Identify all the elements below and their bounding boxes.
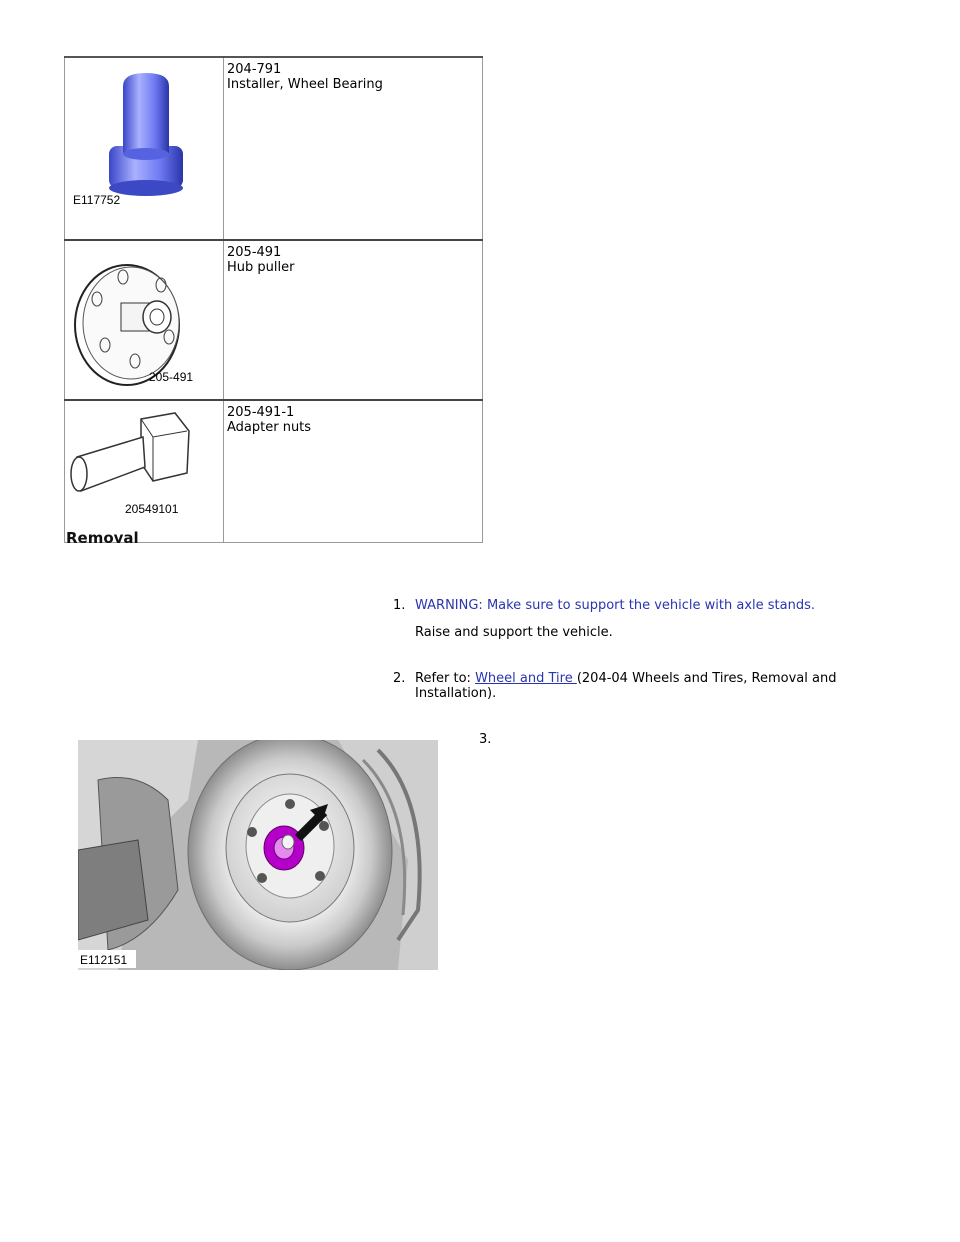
tool-image-cell <box>65 400 224 543</box>
warning-text: WARNING: Make sure to support the vehicle with axle stands. <box>415 598 815 613</box>
tool-name: Hub puller <box>227 260 295 275</box>
step-text: Raise and support the vehicle. <box>415 625 613 640</box>
tool-code: 204-791 <box>227 62 282 77</box>
tool-image-label: E117752 <box>73 193 121 207</box>
step-number: 2. <box>393 671 406 686</box>
procedure-step <box>393 598 863 648</box>
tool-description-cell <box>224 240 483 400</box>
section-title: Removal <box>66 529 139 547</box>
tool-image-cell <box>65 57 224 240</box>
wheel-bearing-installer-illustration <box>65 58 223 230</box>
tool-row <box>65 400 483 543</box>
adapter-nut-illustration <box>65 401 223 533</box>
tool-description-cell <box>224 57 483 240</box>
step-prefix: Refer to: <box>415 671 476 686</box>
step-number: 3. <box>479 732 492 747</box>
step-figure <box>78 740 438 974</box>
special-tools-table <box>64 56 483 543</box>
tool-image-label: 205-491 <box>149 370 194 384</box>
tool-name: Adapter nuts <box>227 420 312 435</box>
tool-name: Installer, Wheel Bearing <box>227 77 383 92</box>
tool-description-cell <box>224 400 483 543</box>
step-number: 1. <box>393 598 406 613</box>
step-suffix-continued: Installation). <box>415 686 497 701</box>
tool-code: 205-491 <box>227 245 282 260</box>
figure-label: E112151 <box>80 953 128 967</box>
tool-image-cell <box>65 240 224 400</box>
hub-puller-illustration <box>65 241 223 389</box>
procedure-step <box>393 671 863 705</box>
tool-row <box>65 240 483 400</box>
tool-row <box>65 57 483 240</box>
hub-nut-location-illustration <box>78 740 438 970</box>
tool-image-label: 20549101 <box>125 502 179 516</box>
wheel-and-tire-link[interactable]: Wheel and Tire <box>475 671 577 686</box>
tool-code: 205-491-1 <box>227 405 295 420</box>
step-suffix: (204-04 Wheels and Tires, Removal and <box>576 671 837 686</box>
procedure-step <box>479 732 519 748</box>
